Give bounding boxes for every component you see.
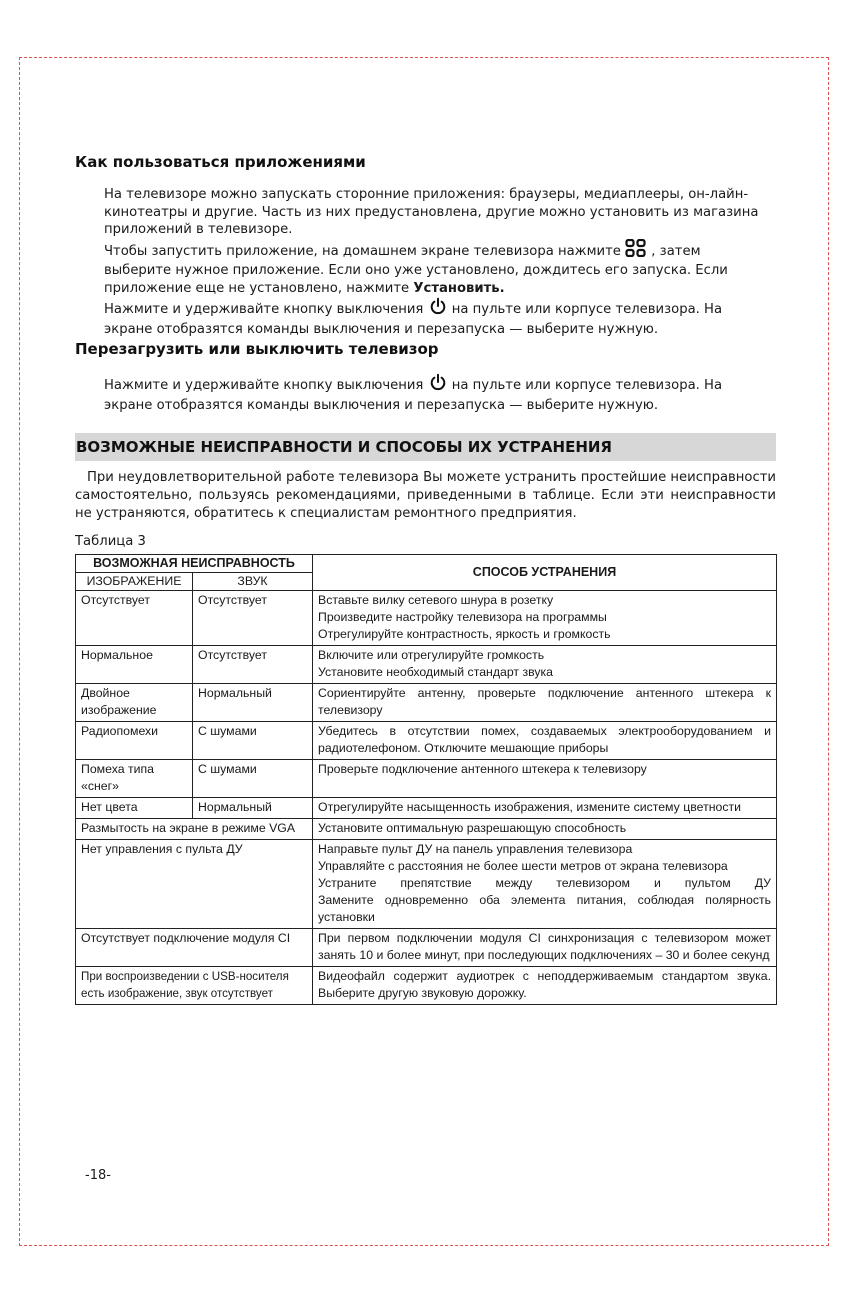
apps-paragraph-2: Чтобы запустить приложение, на домашнем экране телевизора нажмите , затем выберите нужное приложение. Если оно уже установлено, дождитесь его запуска. Если приложение еще не установлено, нажмите Установить. bbox=[104, 239, 764, 298]
power-icon bbox=[428, 297, 448, 321]
restart-paragraph: Нажмите и удерживайте кнопку выключения на пульте или корпусе телевизора. На экране отобразятся команды выключения и перезапуска — выберите нужную. bbox=[104, 373, 764, 414]
table-row: Помеха типа «снег» С шумами Проверьте подключение антенного штекера к телевизору bbox=[76, 760, 777, 798]
header-problem: ВОЗМОЖНАЯ НЕИСПРАВНОСТЬ bbox=[76, 555, 313, 573]
install-bold-text: Установить. bbox=[413, 280, 505, 296]
header-image: ИЗОБРАЖЕНИЕ bbox=[76, 573, 193, 591]
table-row: Двойное изображение Нормальный Сориентируйте антенну, проверьте подключение антенного штекера к телевизору bbox=[76, 684, 777, 722]
section-heading-apps: Как пользоваться приложениями bbox=[75, 153, 366, 171]
section-heading-restart: Перезагрузить или выключить телевизор bbox=[75, 340, 439, 358]
table-row: Размытость на экране в режиме VGA Установите оптимальную разрешающую способность bbox=[76, 819, 777, 840]
apps-paragraph-1: На телевизоре можно запускать сторонние приложения: браузеры, медиаплееры, он-лайн-кинотеатры и другие. Часть из них предустановлена, другие можно установить из магазина приложений в телевизоре. bbox=[104, 187, 759, 237]
apps-grid-icon bbox=[625, 239, 647, 263]
table-row: Нет цвета Нормальный Отрегулируйте насыщенность изображения, измените систему цветности bbox=[76, 798, 777, 819]
apps-paragraph-3: Нажмите и удерживайте кнопку выключения на пульте или корпусе телевизора. На экране отобразятся команды выключения и перезапуска — выберите нужную. bbox=[104, 297, 764, 338]
table-header-row bbox=[76, 555, 777, 573]
troubleshooting-intro: При неудовлетворительной работе телевизора Вы можете устранить простейшие неисправности самостоятельно, пользуясь рекомендациями, приведенными в таблице. Если эти неисправности не устраняются, обратитесь к специалистам ремонтного предприятия. bbox=[75, 470, 776, 521]
table-row: Отсутствует Отсутствует Вставьте вилку сетевого шнура в розетку Произведите настройку телевизора на программы Отрегулируйте контрастность, яркость и громкость bbox=[76, 591, 777, 646]
table-row: При воспроизведении с USB-носителя есть изображение, звук отсутствует Видеофайл содержит аудиотрек с неподдерживаемым стандартом звука. Выберите другую звуковую дорожку. bbox=[76, 967, 777, 1005]
header-sound: ЗВУК bbox=[193, 573, 313, 591]
table-caption: Таблица 3 bbox=[75, 534, 146, 549]
power-icon bbox=[428, 373, 448, 397]
table-row: Нормальное Отсутствует Включите или отрегулируйте громкость Установите необходимый стандарт звука bbox=[76, 646, 777, 684]
header-solution: СПОСОБ УСТРАНЕНИЯ bbox=[313, 555, 777, 591]
troubleshooting-heading: ВОЗМОЖНЫЕ НЕИСПРАВНОСТИ И СПОСОБЫ ИХ УСТРАНЕНИЯ bbox=[75, 433, 776, 461]
table-row: Нет управления с пульта ДУ Направьте пульт ДУ на панель управления телевизора Управляйте с расстояния не более шести метров от экрана телевизора Устраните препятствие между телевизором и пультом ДУ Замените одновременно оба элемента питания, соблюдая полярность установки bbox=[76, 840, 777, 929]
table-row: Отсутствует подключение модуля CI При первом подключении модуля CI синхронизация с телевизором может занять 10 и более минут, при последующих подключениях – 30 и более секунд bbox=[76, 929, 777, 967]
table-row: Радиопомехи С шумами Убедитесь в отсутствии помех, создаваемых электрооборудованием и радиотелефоном. Отключите мешающие приборы bbox=[76, 722, 777, 760]
troubleshooting-table bbox=[75, 554, 777, 1005]
page-number: -18- bbox=[85, 1168, 111, 1183]
restart-text bbox=[104, 373, 764, 414]
apps-text bbox=[104, 186, 764, 338]
